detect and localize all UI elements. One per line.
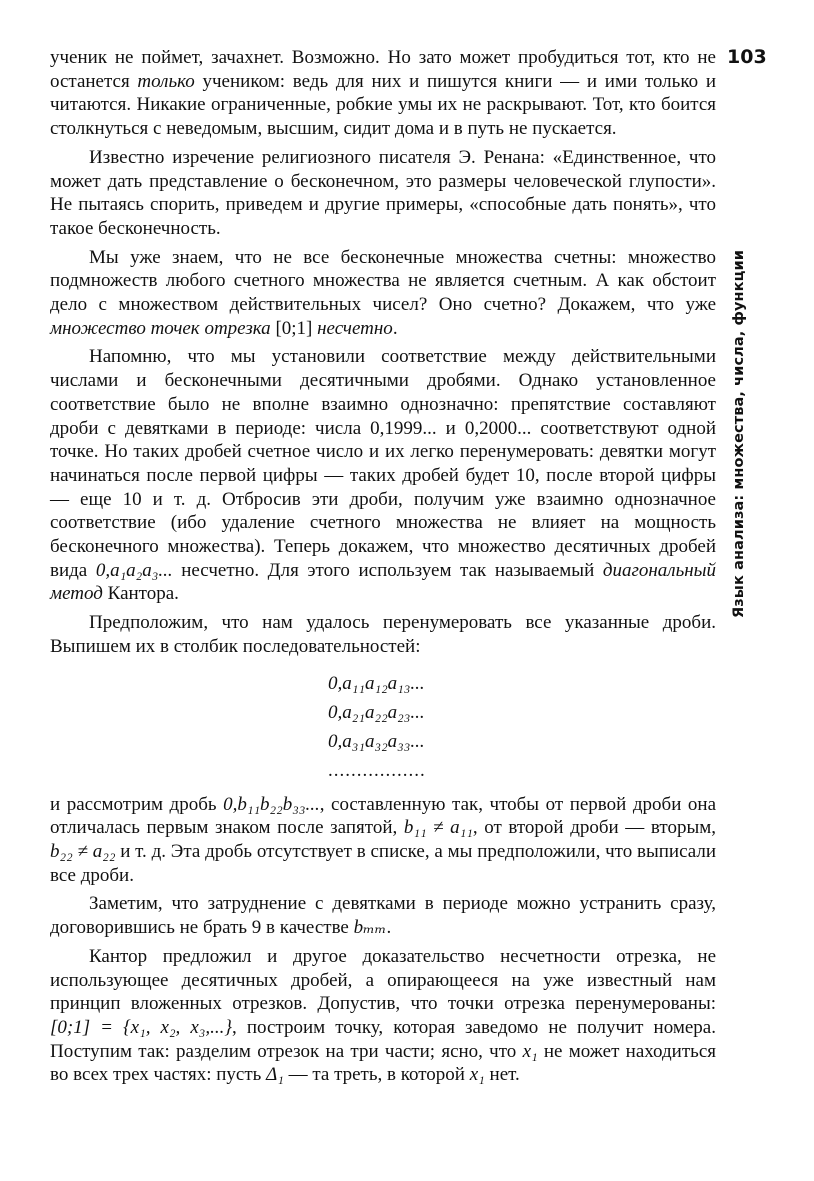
math-inequality-1: b₁₁ ≠ a₁₁ xyxy=(403,817,473,839)
formula-row-3: 0,a₃₁a₃₂a₃₃... xyxy=(328,730,425,752)
paragraph-7: Заметим, что затруднение с девятками в периоде можно устранить сразу, договорившись не брать 9 в качестве bₘₘ. xyxy=(50,893,716,939)
formula-block xyxy=(50,669,716,785)
math-decimal-form: 0,a₁a₂a₃... xyxy=(95,559,173,581)
math-delta1: Δ₁ xyxy=(266,1064,284,1086)
paragraph-4: Напомню, что мы установили соответствие между действительными числами и бесконечными десятичными дробями. Однако установленное соответствие было не вполне взаимно однозначно: препятствие составляют дроби с девятками в периоде: числа 0,1999... и 0,2000... соответствуют одной точке. Но таких дробей счетное число и их легко перенумеровать: девятки могут начинаться после первой цифры — таких дробей будет 10, после второй цифры — еще 10 и т. д. Отбросив эти дроби, получим уже взаимно однозначное соответствие (ибо удаление счетного множества не влияет на мощность бесконечного множества). Теперь докажем, что множество десятичных дробей вида 0,a₁a₂a₃... несчетно. Для этого используем так называемый диагональный метод Кантора. xyxy=(50,346,717,605)
paragraph-3: Мы уже знаем, что не все бесконечные множества счетны: множество подмножеств любого счетного множества не является счетным. А как обстоит дело с множеством действительных чисел? Оно счетно? Докажем, что уже множество точек отрезка [0;1] несчетно. xyxy=(50,246,716,339)
formula-row-2: 0,a₂₁a₂₂a₂₃... xyxy=(328,701,425,723)
math-x1-first: x₁ xyxy=(522,1040,538,1062)
paragraph-5: Предположим, что нам удалось перенумеровать все указанные дроби. Выпишем их в столбик последовательностей: xyxy=(50,612,716,657)
math-bmm: bₘₘ xyxy=(353,917,387,939)
math-interval: [0;1] xyxy=(275,317,313,339)
emphasis-segment-points: множество точек отрезка xyxy=(50,317,271,339)
paragraph-6: и рассмотрим дробь 0,b₁₁b₂₂b₃₃..., составленную так, чтобы от первой дроби она отличалась первым знаком после запятой, b₁₁ ≠ a₁₁, от второй дроби — вторым, b₂₂ ≠ a₂₂ и т. д. Эта дробь отсутствует в списке, а мы предположили, что выписали все дроби. xyxy=(50,793,716,886)
running-head: Язык анализа: множества, числа, функции xyxy=(731,250,747,618)
formula-ellipsis-row: ................. xyxy=(328,759,426,781)
paragraph-8: Кантор предложил и другое доказательство несчетности отрезка, не использующее десятичных дробей, а опирающееся на уже известный нам принцип вложенных отрезков. Допустив, что точки отрезка перенумерованы: [0;1] = {x₁, x₂, x₃,...}, построим точку, которая заведомо не получит номера. Поступим так: разделим отрезок на три части; ясно, что x₁ не может находиться во всех трех частях: пусть Δ₁ — та треть, в которой x₁ нет. xyxy=(50,945,716,1086)
emphasis-uncountable: несчетно xyxy=(317,317,393,339)
body-text xyxy=(50,46,716,1092)
emphasis-diagonal-method: диагональный метод xyxy=(50,559,717,605)
page-number: 103 xyxy=(727,46,767,68)
math-inequality-2: b₂₂ ≠ a₂₂ xyxy=(50,840,116,862)
emphasis-only: только xyxy=(137,70,195,92)
formula-row-1: 0,a₁₁a₁₂a₁₃... xyxy=(328,672,425,694)
math-diagonal-fraction: 0,b₁₁b₂₂b₃₃... xyxy=(223,793,320,815)
math-enumeration: [0;1] = {x₁, x₂, x₃,...} xyxy=(50,1016,233,1038)
paragraph-1: ученик не поймет, зачахнет. Возможно. Но зато может пробудиться тот, кто не останется только учеником: ведь для них и пишутся книги — и ими только и читаются. Никакие ограниченные, робкие умы их не раскрывают. Тот, кто боится столкнуться с неведомым, высшим, сидит дома и в путь не пускается. xyxy=(50,47,716,140)
math-x1-second: x₁ xyxy=(469,1064,485,1086)
paragraph-2: Известно изречение религиозного писателя Э. Ренана: «Единственное, что может дать представление о бесконечном, это размеры человеческой глупости». Не пытаясь спорить, приведем и другие примеры, «способные дать понять», что такое бесконечность. xyxy=(50,146,716,239)
